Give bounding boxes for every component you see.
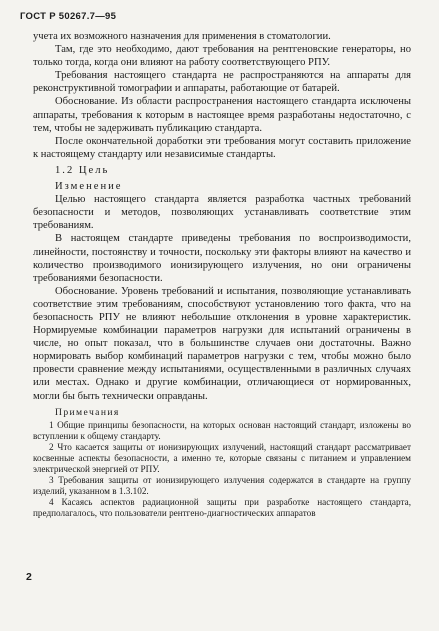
paragraph: В настоящем стандарте приведены требования по воспроизводимости, линейности, постоянству и точности, поскольку эти факторы влияют на качество и количество производимого ионизирующего излучения, но они ограничены требованиями безопасности. bbox=[33, 233, 411, 284]
note-item: 2 Что касается защиты от ионизирующих излучений, настоящий стандарт рассматривает косвенные аспекты безопасности, а именно те, которые связаны с питанием и управлением электрической энергией от РПУ. bbox=[33, 441, 411, 474]
paragraph: учета их возможного назначения для применения в стоматологии. bbox=[33, 31, 331, 42]
running-header: ГОСТ Р 50267.7—95 bbox=[20, 11, 117, 22]
page-body bbox=[33, 30, 411, 519]
paragraph: Требования настоящего стандарта не распространяются на аппараты для реконструктивной томографии и аппараты, работающие от батарей. bbox=[33, 70, 411, 95]
section-subheading: Изменение bbox=[55, 181, 123, 193]
note-item: 1 Общие принципы безопасности, на которых основан настоящий стандарт, изложены во вступлении к общему стандарту. bbox=[33, 419, 411, 441]
notes-heading: Примечания bbox=[55, 406, 120, 418]
page-number: 2 bbox=[26, 571, 32, 583]
paragraph: После окончательной доработки эти требования могут составить приложение к настоящему стандарту или независимые стандарты. bbox=[33, 135, 411, 160]
paragraph: Там, где это необходимо, дают требования на рентгеновские генераторы, но только тогда, когда они влияют на работу соответствующего РПУ. bbox=[33, 44, 411, 69]
note-item: 4 Касаясь аспектов радиационной защиты при разработке настоящего стандарта, предполагалось, что пользователи рентгено-диагностических аппаратов bbox=[33, 497, 411, 519]
rationale-paragraph: Обоснование. Уровень требований и испытания, позволяющие устанавливать соответствие этим требованиям, способствуют установлению того факта, что на безопасность РПУ не влияют небольшие отклонения в уровне характеристик. Нормируемые комбинации параметров нагрузки для испытаний ограничены в числе, но опыт показал, что в большинстве случаев они достаточны. Важно нормировать выбор комбинаций параметров нагрузки с тем, чтобы можно было провести сравнение между испытаниями, осуществленными в различных случаях или местах. Однако и другие комбинации, отличающиеся от нормированных, могли бы быть технически оправданы. bbox=[33, 285, 411, 402]
paragraph: Целью настоящего стандарта является разработка частных требований безопасности и методов, позволяющих устанавливать соответствие этим требованиям. bbox=[33, 194, 411, 232]
rationale-paragraph: Обоснование. Из области распространения настоящего стандарта исключены аппараты, требования к которым в настоящее время разработаны недостаточно, с тем, чтобы не задерживать публикацию стандарта. bbox=[33, 96, 411, 134]
section-heading: 1.2 Цель bbox=[55, 164, 110, 176]
note-item: 3 Требования защиты от ионизирующего излучения содержатся в стандарте на группу изделий, указанном в 1.3.102. bbox=[33, 475, 411, 497]
